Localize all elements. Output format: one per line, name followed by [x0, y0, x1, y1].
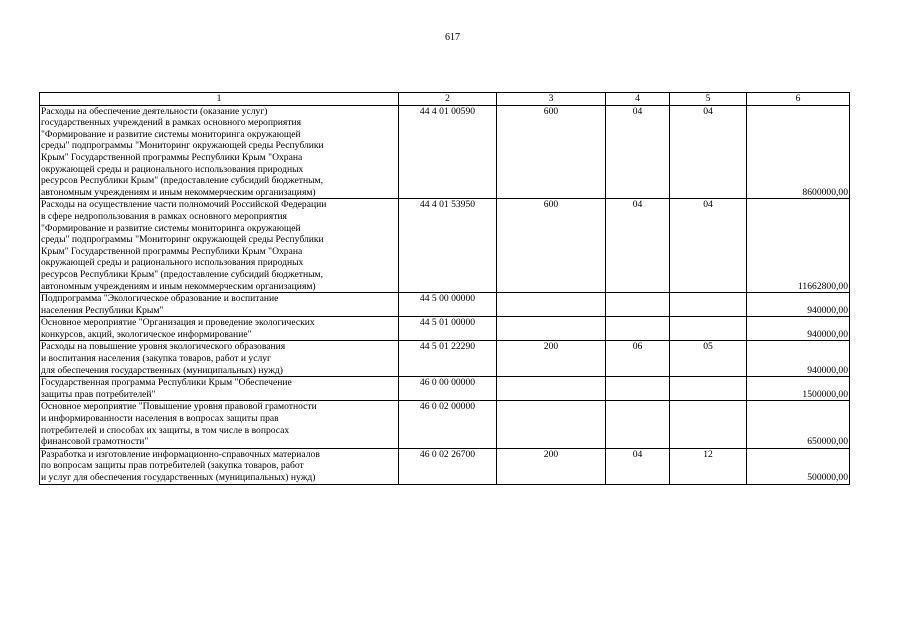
row-name: Подпрограмма "Экологическое образование и воспитание населения Республики Крым": [40, 293, 399, 317]
column-header-4: 4: [606, 93, 670, 106]
table-row: [40, 293, 850, 317]
row-subsection: 04: [670, 105, 747, 199]
column-header-5: 5: [670, 93, 747, 106]
row-section: [606, 401, 670, 448]
column-header-6: 6: [747, 93, 850, 106]
row-section: 06: [606, 341, 670, 377]
row-section: 04: [606, 199, 670, 293]
row-section: [606, 377, 670, 401]
page-number: 617: [445, 32, 460, 43]
column-header-1: 1: [40, 93, 399, 106]
row-name: Основное мероприятие "Организация и проведение экологических конкурсов, акций, экологическое информирование": [40, 317, 399, 341]
row-code: 46 0 02 26700: [399, 448, 497, 484]
row-sum: 1500000,00: [747, 377, 850, 401]
table-row: [40, 448, 850, 484]
row-section: [606, 317, 670, 341]
row-code: 44 5 00 00000: [399, 293, 497, 317]
column-header-2: 2: [399, 93, 497, 106]
row-subsection: [670, 401, 747, 448]
row-subsection: 05: [670, 341, 747, 377]
row-section: 04: [606, 105, 670, 199]
row-subsection: [670, 293, 747, 317]
row-name: Государственная программа Республики Крым "Обеспечение защиты прав потребителей": [40, 377, 399, 401]
row-sum: 940000,00: [747, 317, 850, 341]
row-section: [606, 293, 670, 317]
budget-table: [39, 92, 850, 485]
row-expense-type: [497, 401, 606, 448]
row-subsection: [670, 317, 747, 341]
row-code: 44 4 01 53950: [399, 199, 497, 293]
row-name: Разработка и изготовление информационно-справочных материалов по вопросам защиты прав потребителей (закупка товаров, работ и услуг для обеспечения государственных (муниципальных) нужд): [40, 448, 399, 484]
row-sum: 500000,00: [747, 448, 850, 484]
row-subsection: [670, 377, 747, 401]
table-row: [40, 199, 850, 293]
row-expense-type: [497, 293, 606, 317]
row-sum: 940000,00: [747, 341, 850, 377]
table-row: [40, 377, 850, 401]
table-row: [40, 341, 850, 377]
row-expense-type: [497, 317, 606, 341]
row-subsection: 04: [670, 199, 747, 293]
row-code: 46 0 00 00000: [399, 377, 497, 401]
table-row: [40, 401, 850, 448]
row-sum: 650000,00: [747, 401, 850, 448]
row-name: Расходы на повышение уровня экологического образования и воспитания населения (закупка товаров, работ и услуг для обеспечения государственных (муниципальных) нужд): [40, 341, 399, 377]
row-expense-type: [497, 377, 606, 401]
row-sum: 11662800,00: [747, 199, 850, 293]
row-code: 44 5 01 00000: [399, 317, 497, 341]
row-expense-type: 600: [497, 105, 606, 199]
row-code: 44 5 01 22290: [399, 341, 497, 377]
row-expense-type: 200: [497, 448, 606, 484]
row-sum: 940000,00: [747, 293, 850, 317]
row-code: 44 4 01 00590: [399, 105, 497, 199]
row-expense-type: 600: [497, 199, 606, 293]
table-row: [40, 105, 850, 199]
row-name: Основное мероприятие "Повышение уровня правовой грамотности и информированности населения в вопросах защиты прав потребителей и способах их защиты, в том числе в вопросах финансовой грамотности": [40, 401, 399, 448]
row-expense-type: 200: [497, 341, 606, 377]
row-code: 46 0 02 00000: [399, 401, 497, 448]
row-name: Расходы на обеспечение деятельности (оказание услуг) государственных учреждений в рамках основного мероприятия "Формирование и развитие системы мониторинга окружающей среды" подпрограммы "Мониторинг окружающей среды Республики Крым" Государственной программы Республики Крым "Охрана окружающей среды и рационального использования природных ресурсов Республики Крым" (предоставление субсидий бюджетным, автономным учреждениям и иным некоммерческим организациям): [40, 105, 399, 199]
row-subsection: 12: [670, 448, 747, 484]
row-sum: 8600000,00: [747, 105, 850, 199]
row-section: 04: [606, 448, 670, 484]
table-row: [40, 317, 850, 341]
row-name: Расходы на осуществление части полномочий Российской Федерации в сфере недропользования в рамках основного мероприятия "Формирование и развитие системы мониторинга окружающей среды" подпрограммы "Мониторинг окружающей среды Республики Крым" Государственной программы Республики Крым "Охрана окружающей среды и рационального использования природных ресурсов Республики Крым" (предоставление субсидий бюджетным, автономным учреждениям и иным некоммерческим организациям): [40, 199, 399, 293]
table-header-row: [40, 93, 850, 106]
column-header-3: 3: [497, 93, 606, 106]
